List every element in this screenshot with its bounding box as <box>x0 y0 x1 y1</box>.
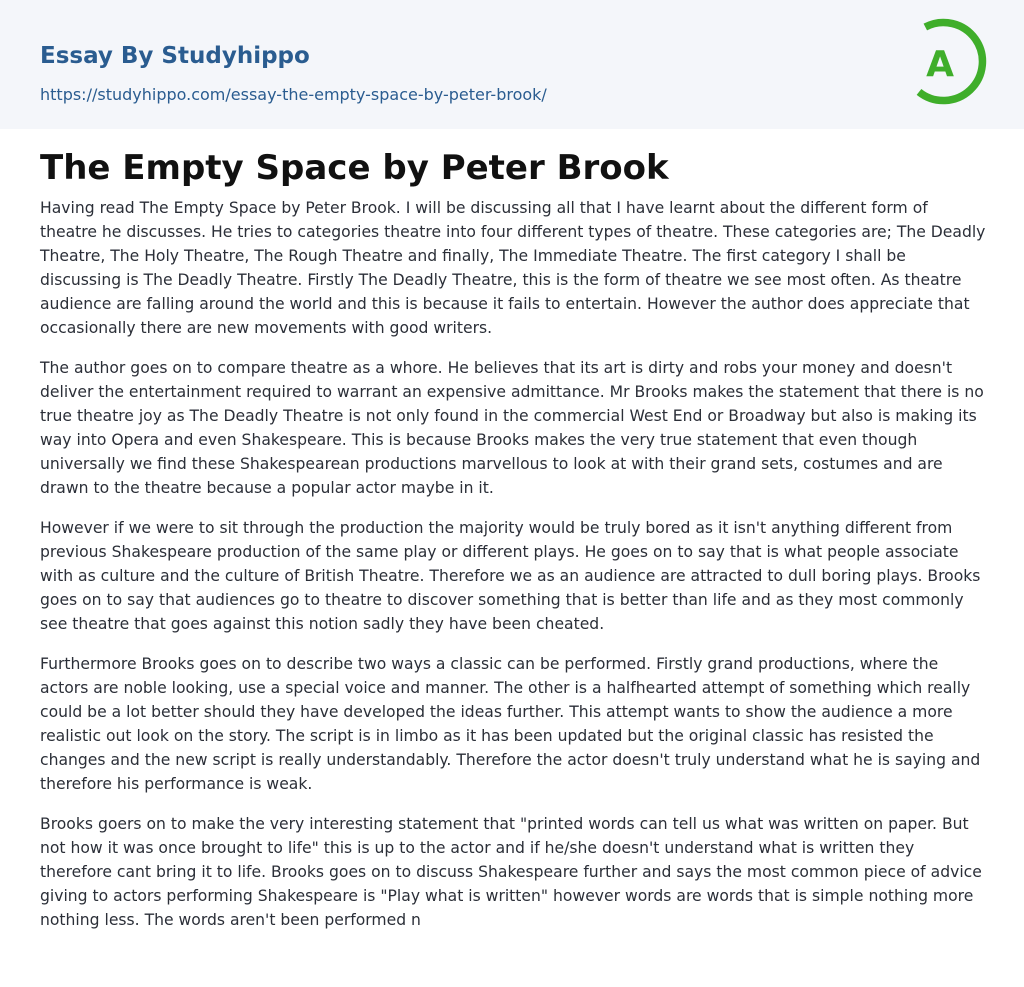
site-header <box>0 0 1024 129</box>
essay-url-link[interactable]: https://studyhippo.com/essay-the-empty-space-by-peter-brook/ <box>40 85 547 104</box>
logo-letter: A <box>926 44 954 85</box>
essay-content <box>0 129 1024 932</box>
essay-title: The Empty Space by Peter Brook <box>40 148 669 188</box>
essay-paragraph: However if we were to sit through the production the majority would be truly bored as it isn't anything different from previous Shakespeare production of the same play or different plays. He goes on to say that is what people associate with as culture and the culture of British Theatre. Therefore we as an audience are attracted to dull boring plays. Brooks goes on to say that audiences go to theatre to discover something that is better than life and as they most commonly see theatre that goes against this notion sadly they have been cheated. <box>40 519 981 633</box>
essay-paragraph: Having read The Empty Space by Peter Brook. I will be discussing all that I have learnt about the different form of theatre he discusses. He tries to categories theatre into four different types of theatre. These categories are; The Deadly Theatre, The Holy Theatre, The Rough Theatre and finally, The Immediate Theatre. The first category I shall be discussing is The Deadly Theatre. Firstly The Deadly Theatre, this is the form of theatre we see most often. As theatre audience are falling around the world and this is because it fails to entertain. However the author does appreciate that occasionally there are new movements with good writers. <box>40 199 986 337</box>
essay-paragraph: Furthermore Brooks goes on to describe two ways a classic can be performed. Firstly grand productions, where the actors are noble looking, use a special voice and manner. The other is a halfhearted attempt of something which really could be a lot better should they have developed the ideas further. This attempt wants to show the audience a more realistic out look on the story. The script is in limbo as it has been updated but the original classic has resisted the changes and the new script is really understandably. Therefore the actor doesn't truly understand what he is saying and therefore his performance is weak. <box>40 655 981 793</box>
studyhippo-logo[interactable] <box>899 17 989 107</box>
essay-paragraph: Brooks goers on to make the very interesting statement that "printed words can tell us what was written on paper. But not how it was once brought to life" this is up to the actor and if he/she doesn't understand what is written they therefore cant bring it to life. Brooks goes on to discuss Shakespeare further and says the most common piece of advice giving to actors performing Shakespeare is "Play what is written" however words are words that is simple nothing more nothing less. The words aren't been performed n <box>40 815 982 929</box>
site-brand[interactable]: Essay By Studyhippo <box>40 43 310 69</box>
essay-paragraph: The author goes on to compare theatre as a whore. He believes that its art is dirty and robs your money and doesn't deliver the entertainment required to warrant an expensive admittance. Mr Brooks makes the statement that there is no true theatre joy as The Deadly Theatre is not only found in the commercial West End or Broadway but also is making its way into Opera and even Shakespeare. This is because Brooks makes the very true statement that even though universally we find these Shakespearean productions marvellous to look at with their grand sets, costumes and are drawn to the theatre because a popular actor maybe in it. <box>40 359 984 497</box>
